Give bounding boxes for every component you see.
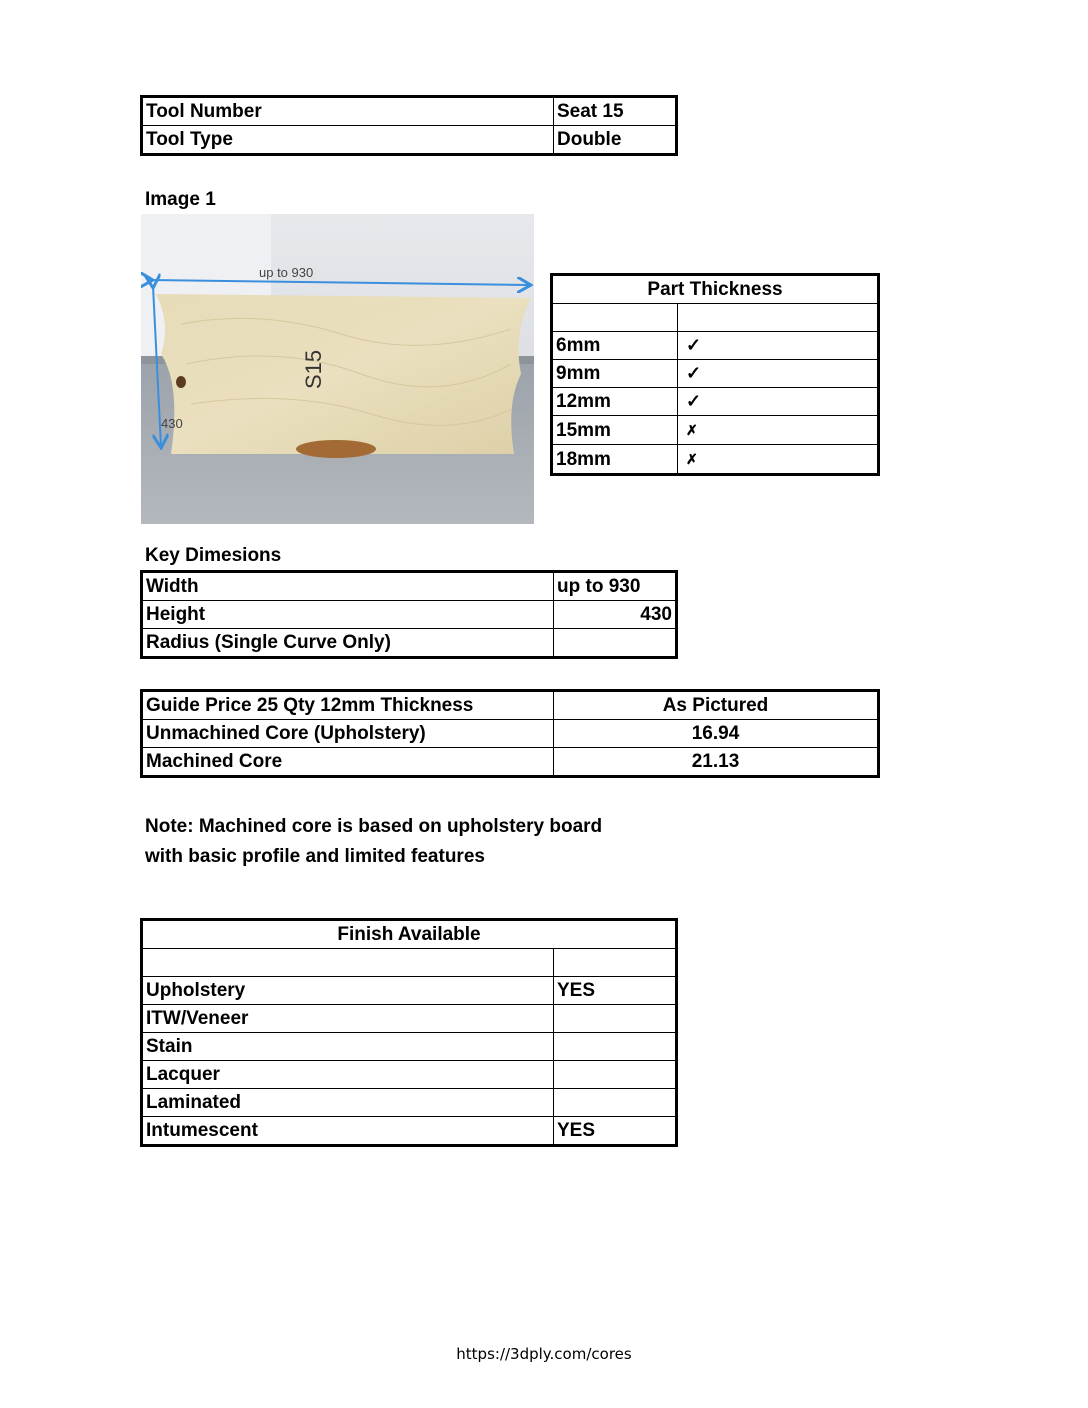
product-photo (141, 214, 534, 524)
dimension-value: up to 930 (554, 572, 677, 601)
board-marking: S15 (301, 349, 326, 389)
table-row (142, 629, 677, 658)
finish-label: Intumescent (142, 1117, 554, 1146)
tool-number-label: Tool Number (142, 97, 554, 126)
guide-price-header-value: As Pictured (554, 691, 879, 720)
width-annotation: up to 930 (259, 265, 314, 280)
finish-value: YES (554, 977, 677, 1005)
price-value: 21.13 (554, 748, 879, 777)
finish-available-header: Finish Available (142, 920, 677, 949)
table-row (552, 332, 879, 360)
table-row (142, 977, 677, 1005)
check-icon: ✓ (686, 391, 702, 411)
image-title: Image 1 (145, 189, 216, 210)
plywood-board-image (141, 214, 534, 524)
finish-value (554, 1089, 677, 1117)
thickness-size: 18mm (552, 445, 678, 475)
table-row (142, 1089, 677, 1117)
table-row (552, 304, 879, 332)
thickness-size: 6mm (552, 332, 678, 360)
table-row (142, 720, 879, 748)
table-header-row (142, 920, 677, 949)
tool-info-table (140, 95, 678, 156)
table-row (142, 748, 879, 777)
finish-label: Upholstery (142, 977, 554, 1005)
price-label: Unmachined Core (Upholstery) (142, 720, 554, 748)
empty-cell (554, 949, 677, 977)
check-icon: ✓ (686, 363, 702, 383)
dimension-value (554, 629, 677, 658)
finish-value (554, 1033, 677, 1061)
guide-price-header-label: Guide Price 25 Qty 12mm Thickness (142, 691, 554, 720)
table-row (552, 388, 879, 416)
finish-value: YES (554, 1117, 677, 1146)
dimension-value: 430 (554, 601, 677, 629)
tool-type-value: Double (554, 126, 677, 155)
table-row (142, 949, 677, 977)
table-row (142, 1005, 677, 1033)
dimension-label: Radius (Single Curve Only) (142, 629, 554, 658)
thickness-size: 12mm (552, 388, 678, 416)
table-header-row (142, 691, 879, 720)
part-thickness-header: Part Thickness (552, 275, 879, 304)
finish-available-table (140, 918, 678, 1147)
table-row (142, 601, 677, 629)
price-label: Machined Core (142, 748, 554, 777)
empty-cell (142, 949, 554, 977)
key-dimensions-title: Key Dimesions (145, 545, 282, 566)
tool-number-value: Seat 15 (554, 97, 677, 126)
finish-value (554, 1061, 677, 1089)
check-icon: ✓ (686, 335, 702, 355)
thickness-size: 9mm (552, 360, 678, 388)
table-row (142, 1033, 677, 1061)
table-row (552, 445, 879, 475)
table-row (142, 97, 677, 126)
finish-label: ITW/Veneer (142, 1005, 554, 1033)
empty-cell (552, 304, 678, 332)
finish-label: Lacquer (142, 1061, 554, 1089)
table-row (552, 416, 879, 445)
note-line-2: with basic profile and limited features (145, 846, 485, 867)
table-row (142, 1117, 677, 1146)
tool-type-label: Tool Type (142, 126, 554, 155)
dimension-label: Height (142, 601, 554, 629)
table-header-row (552, 275, 879, 304)
price-value: 16.94 (554, 720, 879, 748)
cross-icon: ✗ (686, 451, 698, 467)
guide-price-table (140, 689, 880, 778)
finish-value (554, 1005, 677, 1033)
finish-label: Stain (142, 1033, 554, 1061)
table-row (552, 360, 879, 388)
table-row (142, 126, 677, 155)
empty-cell (678, 304, 879, 332)
finish-label: Laminated (142, 1089, 554, 1117)
part-thickness-table (550, 273, 880, 476)
note-line-1: Note: Machined core is based on upholstery board (145, 816, 603, 837)
table-row (142, 1061, 677, 1089)
cross-icon: ✗ (686, 422, 698, 438)
key-dimensions-table (140, 570, 678, 659)
footer-url[interactable]: https://3dply.com/cores (456, 1345, 632, 1363)
height-annotation: 430 (161, 416, 183, 431)
thickness-size: 15mm (552, 416, 678, 445)
dimension-label: Width (142, 572, 554, 601)
table-row (142, 572, 677, 601)
